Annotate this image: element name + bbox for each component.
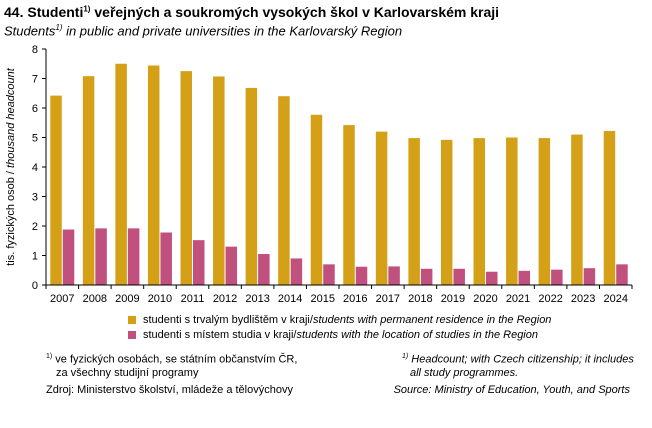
x-tick-label: 2023: [570, 293, 596, 305]
bar-series1: [213, 76, 225, 285]
x-tick-label: 2024: [603, 293, 628, 305]
x-tick-label: 2016: [343, 293, 368, 305]
bar-series1: [83, 76, 95, 285]
bar-series2: [356, 267, 368, 285]
x-tick-label: 2007: [50, 293, 75, 305]
bar-series2: [193, 240, 205, 285]
y-tick-label: 7: [31, 73, 38, 86]
bar-series2: [128, 228, 140, 285]
bar-series2: [323, 264, 335, 285]
x-tick-label: 2019: [440, 293, 466, 305]
y-tick-label: 6: [31, 103, 38, 115]
legend-swatch-series2: [128, 331, 136, 339]
bar-series2: [63, 230, 75, 285]
chart-subtitle: Students$^{1)}$ in public and private universities in the Karlovarský Region: [4, 23, 403, 39]
bar-series2: [519, 271, 531, 285]
x-tick-label: 2020: [473, 293, 498, 305]
bar-series2: [421, 269, 433, 285]
x-tick-label: 2021: [505, 293, 531, 305]
x-axis: [46, 285, 632, 305]
x-tick-label: 2010: [147, 293, 173, 305]
bar-series1: [311, 115, 323, 285]
legend-item-series1: studenti s trvalým bydlištěm v kraji / students with permanent residence in the Region: [128, 312, 551, 327]
legend: [128, 312, 551, 342]
footnote-cz: $^{1)}$ ve fyzických osobách, se státním občanstvím ČR, za všechny studijní programy: [46, 353, 298, 379]
bar-series1: [474, 138, 486, 285]
x-tick-label: 2017: [375, 293, 401, 305]
source-en: Source: Ministry of Education, Youth, and Sports: [393, 384, 630, 396]
footnote-en: $^{1)}$ Headcount; with Czech citizenship; it includes all study programmes.: [402, 353, 634, 379]
bar-series2: [453, 269, 465, 285]
bar-series1: [343, 125, 355, 285]
bar-series2: [388, 266, 400, 285]
bar-series2: [584, 268, 596, 285]
x-tick-label: 2012: [212, 293, 238, 305]
bar-series2: [95, 228, 107, 285]
y-tick-label: 8: [31, 44, 38, 56]
y-axis-title: tis. fyzických osob / thousand headcount: [5, 68, 17, 266]
x-tick-label: 2009: [115, 293, 140, 305]
bar-series1: [539, 138, 551, 285]
x-tick-label: 2015: [310, 293, 335, 305]
bar-series2: [291, 258, 303, 285]
source-cz: Zdroj: Ministerstvo školství, mládeže a tělovýchovy: [46, 384, 293, 396]
bar-series1: [181, 71, 193, 285]
y-tick-label: 1: [31, 250, 38, 263]
y-axis-label: [5, 67, 17, 265]
y-tick-label: 0: [31, 280, 38, 292]
x-tick-label: 2011: [180, 293, 205, 305]
x-tick-label: 2014: [277, 293, 303, 305]
bar-series1: [246, 88, 258, 285]
bar-series2: [486, 272, 498, 285]
y-tick-label: 4: [31, 162, 38, 174]
bar-series2: [226, 247, 238, 285]
x-tick-label: 2022: [538, 293, 563, 305]
bar-series: [50, 64, 627, 285]
bar-series1: [604, 131, 616, 285]
y-tick-label: 2: [31, 221, 38, 233]
bar-series2: [551, 270, 563, 285]
y-tick-label: 5: [31, 132, 38, 145]
bar-series1: [376, 132, 388, 285]
chart-title: 44. Studenti$^{1)}$ veřejných a soukromých vysokých škol v Karlovarském kraji: [4, 4, 500, 20]
legend-swatch-series1: [128, 316, 136, 324]
x-tick-label: 2008: [82, 293, 108, 305]
bar-series1: [506, 138, 518, 286]
y-axis: [32, 44, 46, 292]
bar-series1: [571, 135, 583, 285]
bar-series1: [115, 64, 127, 285]
bar-series2: [160, 232, 172, 285]
bar-series1: [278, 96, 290, 285]
bar-series1: [408, 138, 420, 285]
x-tick-label: 2018: [408, 293, 433, 305]
y-tick-label: 3: [31, 191, 38, 204]
bar-series1: [441, 140, 453, 285]
bar-series2: [258, 254, 270, 285]
bar-series2: [616, 264, 628, 285]
bar-series1: [148, 66, 160, 285]
bar-series1: [50, 96, 62, 285]
x-tick-label: 2013: [245, 293, 270, 305]
legend-item-series2: studenti s místem studia v kraji / students with the location of studies in the Region: [128, 327, 551, 342]
